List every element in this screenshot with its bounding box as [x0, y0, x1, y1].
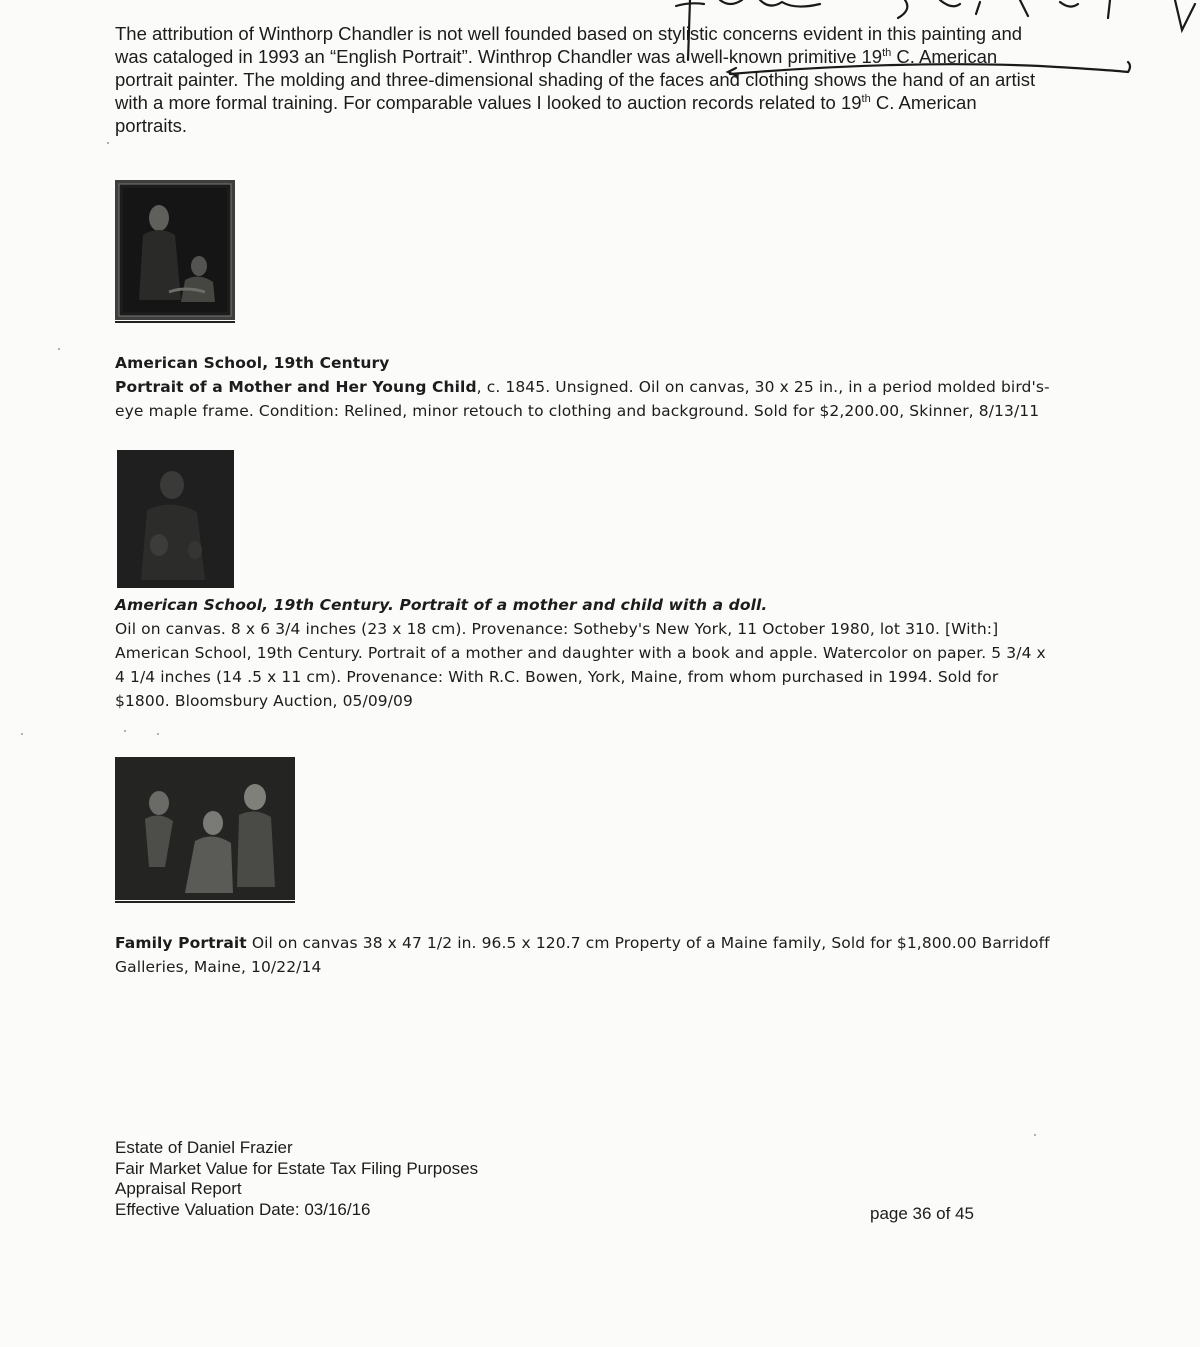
comparable-1	[115, 351, 1055, 423]
comparable-3-details: Oil on canvas 38 x 47 1/2 in. 96.5 x 120.7 cm Property of a Maine family, Sold for $1,800.00 Barridoff Galleries, Maine, 10/22/14	[115, 934, 1050, 976]
footer-estate: Estate of Daniel Frazier	[115, 1138, 293, 1157]
footer-purpose: Fair Market Value for Estate Tax Filing Purposes	[115, 1158, 479, 1178]
footer-report-type: Appraisal Report	[115, 1179, 242, 1198]
page-number: page 36 of 45	[870, 1204, 974, 1223]
scan-speck	[21, 733, 23, 735]
report-footer	[115, 1138, 478, 1220]
comparable-3	[115, 931, 1055, 979]
portrait-mother-child-image	[115, 180, 235, 325]
scan-speck	[124, 730, 126, 732]
comparable-2-heading: American School, 19th Century. Portrait of a mother and child with a doll.	[115, 596, 768, 614]
footer-valuation-date: Effective Valuation Date: 03/16/16	[115, 1199, 371, 1219]
comparable-1-details: , c. 1845. Unsigned. Oil on canvas, 30 x 25 in., in a period molded bird's-eye maple frame. Condition: Relined, minor retouch to clothing and background. Sold for $2,200.00, Skinner, 8/13/11	[115, 378, 1050, 420]
comparable-3-title: Family Portrait	[115, 934, 247, 952]
intro-paragraph: The attribution of Winthorp Chandler is not well founded based on stylistic concerns evident in this painting and was cataloged in 1993 an “English Portrait”. Winthrop Chandler was a well-known primitive 19th C. American portrait painter. The molding and three-dimensional shading of the faces and clothing shows the hand of an artist with a more formal training. For comparable values I looked to auction records related to 19th C. American portraits.	[115, 23, 1036, 136]
portrait-mother-child-doll-image	[117, 450, 234, 588]
scan-speck	[157, 733, 159, 735]
scan-speck	[107, 142, 109, 144]
scan-speck	[1034, 1134, 1036, 1136]
scan-speck	[58, 348, 60, 350]
comparable-2-details: Oil on canvas. 8 x 6 3/4 inches (23 x 18 cm). Provenance: Sotheby's New York, 11 October 1980, lot 310. [With:] American School, 19th Century. Portrait of a mother and daughter with a book and apple. Watercolor on paper. 5 3/4 x 4 1/4 inches (14 .5 x 11 cm). Provenance: With R.C. Bowen, York, Maine, from whom purchased in 1994. Sold for $1800. Bloomsbury Auction, 05/09/09	[115, 620, 1046, 710]
comparable-1-title: Portrait of a Mother and Her Young Child	[115, 378, 477, 396]
comparable-1-heading: American School, 19th Century	[115, 354, 390, 372]
comparable-2	[115, 593, 1055, 713]
family-portrait-image	[115, 757, 295, 905]
